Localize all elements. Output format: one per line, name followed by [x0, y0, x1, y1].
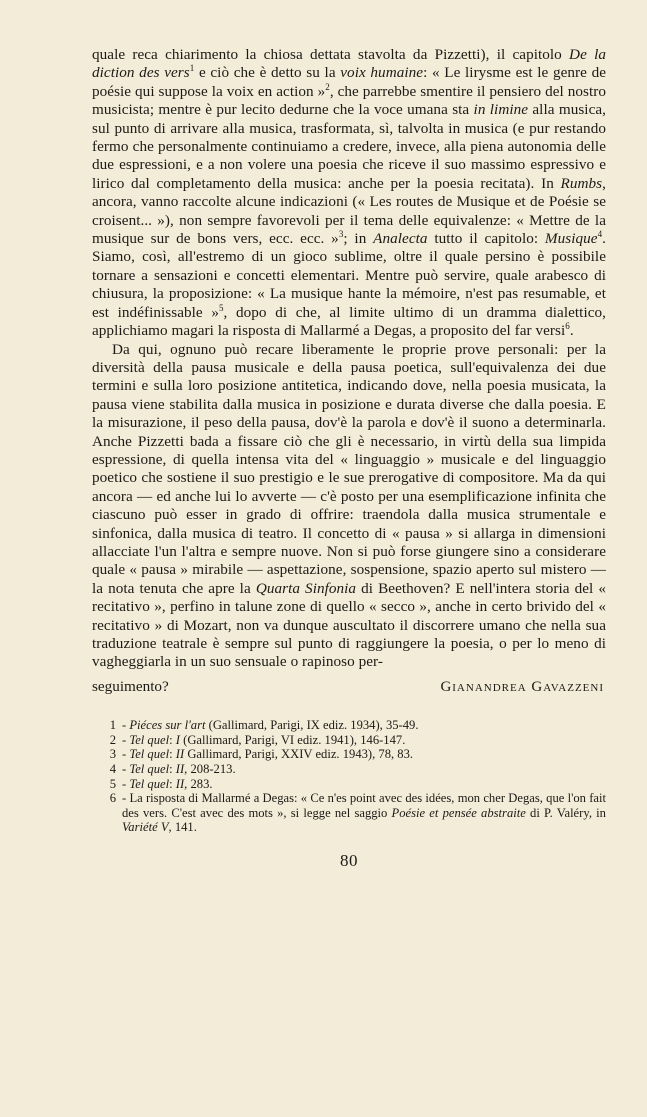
footnote-ref: 5 — [218, 302, 224, 313]
text-run: - La risposta di Mallarmé a Degas: « Ce n'es point avec des idées, mon cher Degas, que l'on fait des vers. C'est avec des mots », si legge nel saggio — [122, 791, 606, 820]
footnote-text — [122, 733, 606, 748]
italic-run: De la diction des vers — [92, 46, 606, 82]
italic-run: Piéces sur l'art — [129, 718, 206, 733]
footnote-number: 6 — [109, 791, 116, 806]
text-run: : « Le lirysme est le genre de poésie qui suppose la voix en action » — [92, 64, 607, 100]
text-run: - — [122, 718, 130, 733]
footnote-ref: 4 — [597, 229, 603, 239]
italic-run: Variété V — [122, 820, 169, 835]
text-run: : — [169, 747, 176, 762]
text-run: Da qui, ognuno può recare liberamente le proprie prove personali: per la diversità della pausa musicale e della pausa poetica, sull'equivalenza dei due termini e sulla loro posizione antitetica, indicando dove, nella poesia musicata, la pausa viene stabilita dalla musica in posizione e durata diverse che dalla poesia. E la misurazione, il peso della pausa, dov'è la parola e dov'è il suono a determinarla. Anche Pizzetti bada a fissare ciò che gli è necessario, in virtù della sua limpida espressione, di quella intensa vita del « linguaggio » musicale e del linguaggio poetico che sostiene il suo prestigio e le sue prerogative di compositore. Ma da qui ancora — ed anche lui lo avverte — c'è posto per una esemplificazione infinita che ciascuno può esser in grado di offrire: traendola dalla musica strumentale e sinfonica, dalla musica di teatro. Il concetto di « pausa » si allarga in dimensioni allacciate l'un l'altra e sempre nuove. Non si può forse giungere sino a considerare quale « pausa » mirabile — aspettazione, sospensione, spazio aperto sul mistero — la nota tenuta che apre la — [92, 340, 606, 597]
italic-run: Analecta — [373, 230, 428, 248]
footnote-ref: 6 — [565, 321, 570, 332]
italic-run: II — [175, 762, 185, 776]
text-run: , 141. — [168, 820, 197, 835]
text-run: , 283. — [184, 776, 213, 791]
text-run: , dopo di che, al limite ultimo di un dramma dialettico, applichiamo magari la risposta di Mallarmé a Degas, a proposito del far versi — [92, 303, 606, 340]
text-run: . — [569, 322, 574, 340]
text-run: e ciò che è detto su la — [194, 64, 341, 82]
footnote-ref: 2 — [325, 81, 330, 92]
footnote-ref: 3 — [338, 229, 344, 239]
footnotes — [92, 718, 606, 835]
footnote-number: 5 — [109, 776, 116, 791]
footnote-number: 2 — [109, 732, 116, 747]
italic-run: Poésie et pensée abstraite — [391, 805, 526, 820]
italic-run: in limine — [473, 101, 529, 119]
footnote-text — [122, 791, 606, 835]
italic-run: I — [175, 732, 180, 747]
text-run: Gallimard, Parigi, XXIV ediz. 1943), 78, 83. — [184, 747, 414, 762]
text-run: , 208-213. — [184, 762, 236, 776]
footnote — [92, 777, 606, 792]
footnote-text — [122, 747, 606, 762]
text-run: - — [122, 732, 130, 747]
italic-run: Tel quel — [129, 747, 170, 762]
text-run: (Gallimard, Parigi, IX ediz. 1934), 35-49. — [205, 718, 419, 733]
footnote — [92, 791, 606, 835]
footnote-text — [122, 762, 606, 777]
page-number: 80 — [340, 850, 358, 870]
italic-run: Tel quel — [129, 776, 170, 791]
text-run: di Beethoven? E nell'intera storia del « recitativo », perfino in talune zone di quello « secco », anche in certo brivido del « recitativo » di Mozart, non va dunque auscultato il discorrere umano che nella sua traduzione teatrale è sempre sul punto di raggiungere la poesia, o per lo meno di vagheggiarla in un suo sensuale o rapinoso per- — [92, 579, 606, 671]
footnote — [92, 762, 606, 777]
italic-run: Rumbs — [560, 174, 603, 192]
essay-body — [92, 46, 606, 672]
paragraph-1 — [92, 46, 606, 341]
text-run: di P. Valéry, in — [525, 805, 606, 820]
footnote-text — [122, 777, 606, 792]
text-run: - — [122, 747, 130, 762]
text-run: , che parrebbe smentire il pensiero del nostro musicista; mentre è pur lecito dedurne che la voce umana sta — [92, 82, 607, 119]
text-run: alla musica, sul punto di arrivare alla musica, trasformata, sì, talvolta in musica (e pur restando fermo che personalmente continuiamo a credere, invece, alla piena autonomia delle due espressioni, e a non volere una poesia che riceve il suo massimo espressivo e lirico dal completamento della musica: anche per la poesia recitata). In — [92, 101, 607, 192]
footnote-number: 3 — [109, 747, 116, 762]
closing-word: seguimento? — [92, 677, 169, 695]
footnote-number: 1 — [109, 718, 116, 733]
text-run: . Siamo, così, all'estremo di un gioco sublime, oltre il quale persino è possibile tornare a sensazioni e concetti elementari. Mentre può servire, quale arabesco di chiusura, la proposizione: « La musique hante la mémoire, n'est pas resumable, et est indéfinissable » — [92, 230, 606, 321]
text-run: : — [169, 762, 176, 776]
footnote-ref: 1 — [189, 63, 195, 74]
footnote — [92, 718, 606, 733]
author-signature: Gianandrea Gavazzeni — [440, 678, 604, 695]
italic-run: II — [175, 747, 185, 762]
closing-line — [92, 672, 606, 696]
text-run: quale reca chiarimento la chiosa dettata stavolta da Pizzetti), il capitolo — [92, 46, 570, 63]
book-page — [92, 46, 606, 871]
text-run: : — [169, 732, 176, 747]
text-run: , ancora, vanno raccolte alcune indicazioni (« Les routes de Musique et de Poésie se croisent... »), non sempre favorevoli per il tema delle equivalenze: « Mettre de la musique sur de bons vers, ecc. ecc. » — [92, 174, 606, 248]
footnote — [92, 733, 606, 748]
text-run: - — [122, 776, 130, 791]
text-run: - — [122, 762, 130, 776]
footnote-text — [122, 718, 606, 733]
italic-run: Tel quel — [129, 762, 170, 776]
text-run: tutto il capitolo: — [427, 230, 545, 248]
text-run: ; in — [343, 230, 374, 248]
italic-run: II — [175, 776, 185, 791]
italic-run: Musique — [544, 230, 598, 248]
italic-run: Tel quel — [129, 732, 170, 747]
text-run: : — [169, 776, 176, 791]
footnote-number: 4 — [109, 762, 116, 776]
footnote — [92, 747, 606, 762]
paragraph-2 — [92, 341, 606, 672]
italic-run: voix humaine — [340, 64, 424, 82]
italic-run: Quarta Sinfonia — [255, 579, 357, 597]
text-run: (Gallimard, Parigi, VI ediz. 1941), 146-147. — [179, 732, 406, 747]
